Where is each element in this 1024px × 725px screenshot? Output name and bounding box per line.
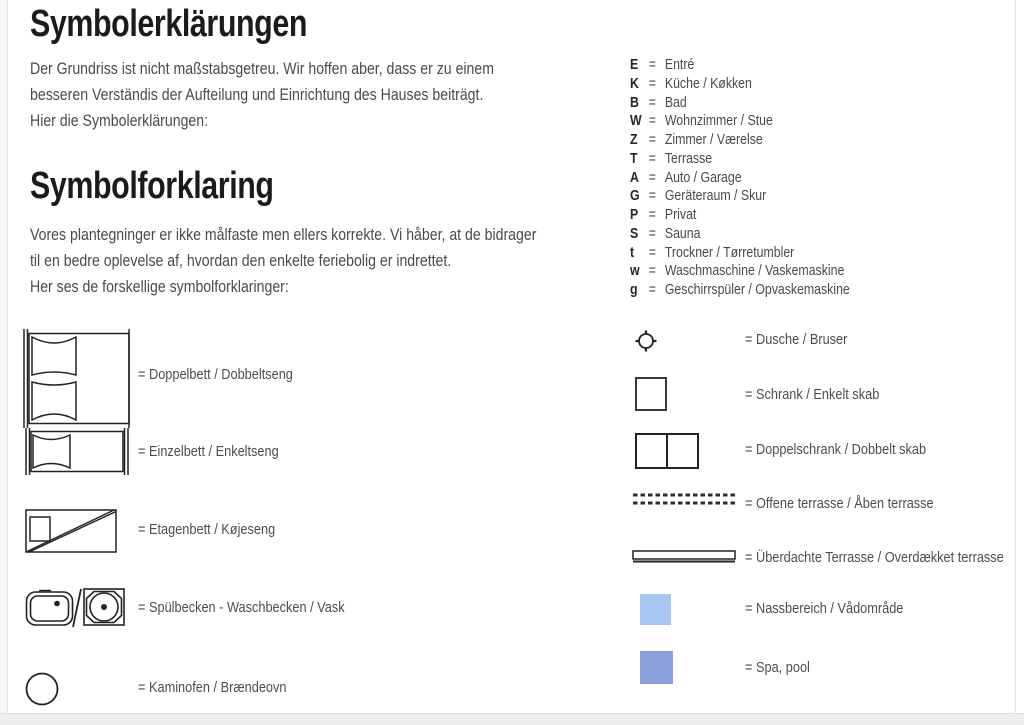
- covered-terrace-label: = Überdachte Terrasse / Overdækket terrasse: [745, 549, 1004, 566]
- abbrev-meaning: Sauna: [664, 225, 701, 242]
- room-abbreviation-list: [630, 56, 889, 300]
- abbrev-letter: w: [630, 263, 640, 280]
- abbrev-letter: W: [630, 113, 642, 130]
- equals-sign: =: [648, 225, 656, 242]
- intro-danish-line1: Vores plantegninger er ikke målfaste men ellers korrekte. Vi håber, at de bidrager: [30, 225, 537, 244]
- open-terrace-label: = Offene terrasse / Åben terrasse: [745, 495, 934, 512]
- abbrev-meaning: Entré: [664, 57, 695, 73]
- sink-washbasin-label: = Spülbecken - Waschbecken / Vask: [138, 599, 345, 616]
- abbreviation-row: [630, 244, 850, 263]
- equals-sign: =: [648, 244, 656, 261]
- double-bed-icon: [23, 329, 131, 428]
- wood-stove-label: = Kaminofen / Brændeovn: [138, 679, 287, 696]
- abbrev-letter: G: [630, 188, 640, 205]
- abbreviation-row: [630, 56, 850, 75]
- spa-pool-label: = Spa, pool: [745, 659, 810, 676]
- abbrev-letter: g: [630, 282, 638, 298]
- equals-sign: =: [648, 207, 656, 223]
- page-edge-left: [0, 0, 8, 713]
- equals-sign: =: [648, 150, 656, 167]
- equals-sign: =: [648, 132, 656, 148]
- abbrev-meaning: Auto / Garage: [664, 169, 742, 186]
- abbreviation-row: [630, 206, 850, 225]
- intro-german: [30, 56, 494, 134]
- intro-danish: [30, 222, 536, 300]
- abbrev-meaning: Geschirrspüler / Opvaskemaskine: [664, 282, 850, 298]
- abbreviation-row: [630, 94, 850, 113]
- equals-sign: =: [648, 57, 656, 73]
- abbrev-meaning: Wohnzimmer / Stue: [664, 113, 773, 130]
- sink-washbasin-icon: [24, 585, 132, 631]
- abbreviation-row: [630, 112, 850, 131]
- spa-pool-icon: [640, 651, 673, 684]
- intro-german-line2: besseren Verständis der Aufteilung und Einrichtung des Hauses beiträgt.: [30, 85, 484, 104]
- wet-area-icon: [640, 594, 671, 625]
- double-bed-label: = Doppelbett / Dobbeltseng: [138, 366, 293, 383]
- abbrev-letter: B: [630, 94, 639, 111]
- abbrev-letter: S: [630, 225, 639, 242]
- page-edge-bottom: [0, 713, 1024, 725]
- abbrev-meaning: Küche / Køkken: [664, 75, 752, 92]
- shower-icon: [635, 330, 657, 352]
- equals-sign: =: [648, 113, 656, 130]
- bunk-bed-icon: [25, 509, 117, 553]
- intro-german-line3: Hier die Symbolerklärungen:: [30, 111, 209, 130]
- single-bed-label: = Einzelbett / Enkeltseng: [138, 443, 279, 460]
- abbreviation-row: [630, 262, 850, 281]
- wood-stove-icon: [25, 672, 59, 706]
- intro-german-line1: Der Grundriss ist nicht maßstabsgetreu. Wir hoffen aber, dass er zu einem: [30, 59, 495, 78]
- intro-danish-line3: Her ses de forskellige symbolforklaringer:: [30, 277, 289, 296]
- shower-label: = Dusche / Bruser: [745, 331, 848, 348]
- page-title-danish: Symbolforklaring: [30, 165, 274, 207]
- open-terrace-icon: [632, 492, 738, 508]
- covered-terrace-icon: [632, 549, 738, 565]
- abbreviation-row: [630, 281, 850, 300]
- abbrev-letter: E: [630, 57, 639, 73]
- abbreviation-row: [630, 169, 850, 188]
- equals-sign: =: [648, 282, 656, 298]
- abbreviation-row: [630, 187, 850, 206]
- equals-sign: =: [648, 75, 656, 92]
- single-cabinet-label: = Schrank / Enkelt skab: [745, 386, 880, 403]
- abbrev-meaning: Zimmer / Værelse: [664, 132, 763, 148]
- single-bed-icon: [25, 428, 129, 475]
- abbrev-meaning: Bad: [664, 94, 687, 111]
- page-title-german: Symbolerklärungen: [30, 3, 308, 45]
- intro-danish-line2: til en bedre oplevelse af, hvordan den enkelte feriebolig er indrettet.: [30, 251, 452, 270]
- abbrev-letter: T: [630, 150, 638, 167]
- abbrev-letter: P: [630, 207, 639, 223]
- abbrev-meaning: Privat: [664, 207, 697, 223]
- abbreviation-row: [630, 150, 850, 169]
- equals-sign: =: [648, 263, 656, 280]
- double-cabinet-icon: [635, 433, 699, 469]
- abbrev-meaning: Trockner / Tørretumbler: [664, 244, 795, 261]
- abbrev-meaning: Geräteraum / Skur: [664, 188, 767, 205]
- equals-sign: =: [648, 169, 656, 186]
- bunk-bed-label: = Etagenbett / Køjeseng: [138, 521, 276, 538]
- double-cabinet-label: = Doppelschrank / Dobbelt skab: [745, 441, 927, 458]
- wet-area-label: = Nassbereich / Vådområde: [745, 600, 904, 617]
- abbrev-letter: A: [630, 169, 639, 186]
- abbrev-meaning: Terrasse: [664, 150, 713, 167]
- abbrev-letter: K: [630, 75, 639, 92]
- equals-sign: =: [648, 188, 656, 205]
- abbreviation-row: [630, 131, 850, 150]
- page-edge-right: [1015, 0, 1016, 713]
- equals-sign: =: [648, 94, 656, 111]
- abbrev-letter: t: [630, 244, 635, 261]
- abbreviation-row: [630, 225, 850, 244]
- abbrev-letter: Z: [630, 132, 638, 148]
- single-cabinet-icon: [635, 377, 667, 411]
- abbreviation-row: [630, 75, 850, 94]
- abbrev-meaning: Waschmaschine / Vaskemaskine: [664, 263, 845, 280]
